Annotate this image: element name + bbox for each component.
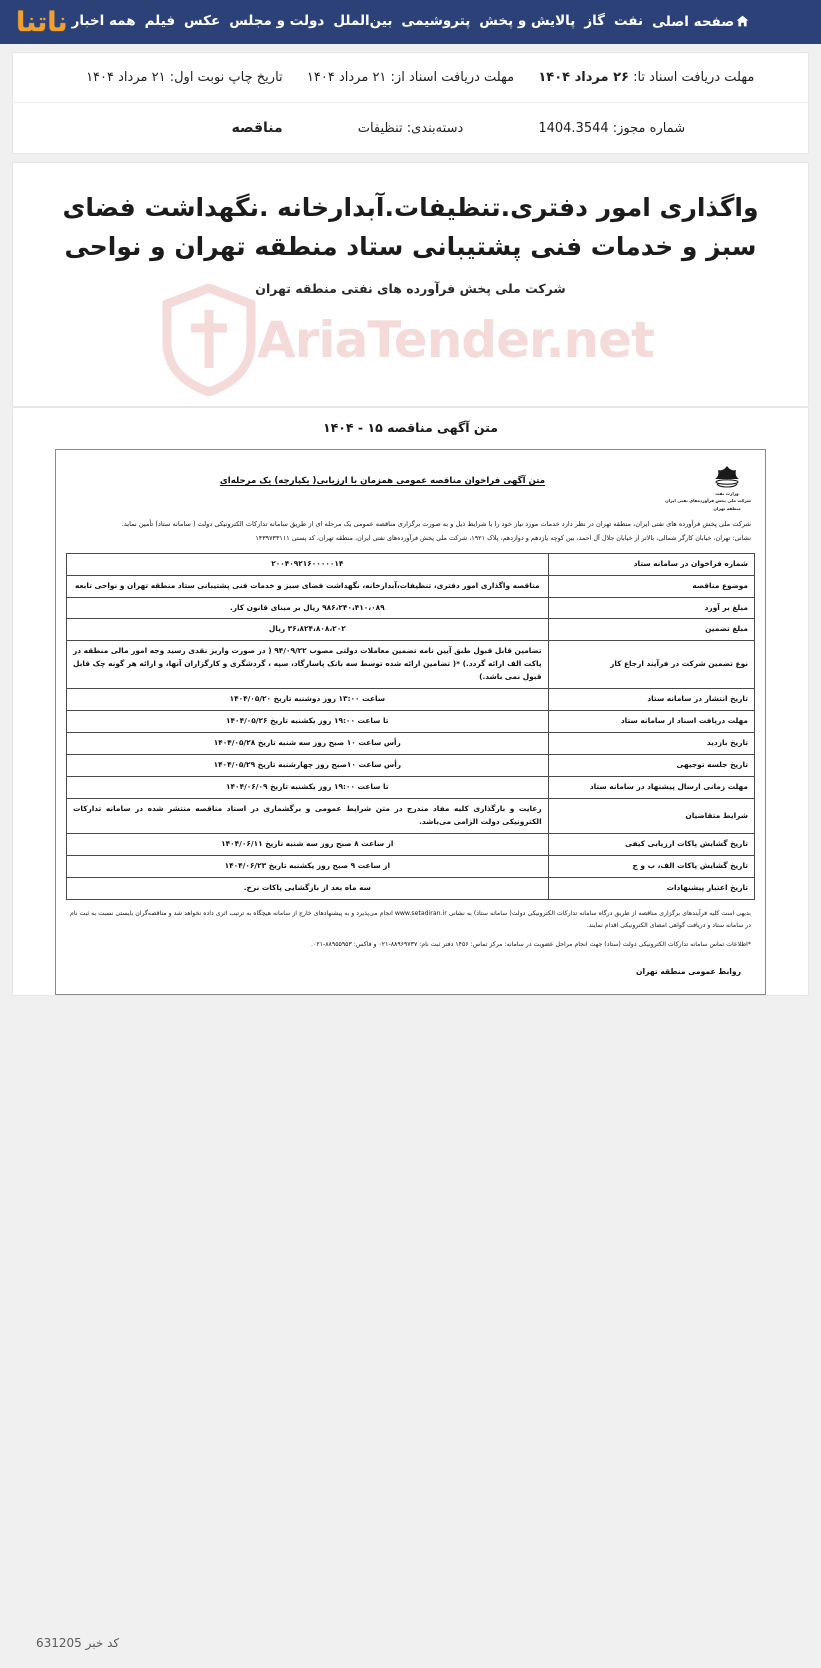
meta-category: دسته‌بندی: تنظیفات [357, 120, 464, 136]
table-cell-label: تاریخ اعتبار پیشنهادات [548, 877, 754, 899]
tender-document-section [12, 407, 809, 996]
table-row [67, 799, 755, 834]
meta-dates-row [13, 53, 808, 103]
nav-menu [72, 15, 750, 30]
table-cell-label: مبلغ بر آورد [548, 597, 754, 619]
nav-item-government[interactable]: دولت و مجلس [229, 13, 325, 30]
table-cell-value: مناقصه واگذاری امور دفتری، تنظیفات،آبدارخانه، نگهداشت فضای سبز و خدمات فنی پشتیبانی ستاد منطقه تهران و نواحی تابعه [67, 575, 549, 597]
nav-item-international[interactable]: بین‌الملل [333, 13, 393, 30]
table-cell-value: ۲۰۰۴۰۹۲۱۶۰۰۰۰۰۱۴ [67, 553, 549, 575]
table-cell-value: ساعت ۱۳:۰۰ روز دوشنبه تاریخ ۱۴۰۴/۰۵/۲۰ [67, 689, 549, 711]
table-cell-label: تاریخ انتشار در سامانه ستاد [548, 689, 754, 711]
table-row [67, 619, 755, 641]
nav-item-petrochem[interactable]: پتروشیمی [401, 13, 471, 30]
nav-item-oil[interactable]: نفت [614, 13, 644, 30]
nav-item-all-news[interactable]: همه اخبار [71, 13, 136, 30]
meta-docs-from: مهلت دریافت اسناد از: ۲۱ مرداد ۱۴۰۴ [306, 70, 515, 85]
table-row [67, 777, 755, 799]
table-cell-value: رعایت و بارگذاری کلیه مفاد مندرج در متن شرایط عمومی و برگشماری در اسناد مناقصه منتشر شده در سامانه تدارکات الکترونیکی دولت الزامی می‌باشد. [67, 799, 549, 834]
nav-item-gas[interactable]: گاز [584, 13, 606, 30]
table-cell-label: نوع تضمین شرکت در فرآیند ارجاع کار [548, 641, 754, 689]
table-cell-value: تا ساعت ۱۹:۰۰ روز یکشنبه تاریخ ۱۴۰۴/۰۶/۰۹ [67, 777, 549, 799]
page-title: واگذاری امور دفتری.تنظیفات.آبدارخانه .نگهداشت فضای سبز و خدمات فنی پشتیبانی ستاد منطقه تهران و نواحی [62, 193, 759, 261]
table-cell-value: از ساعت ۸ صبح روز سه شنبه تاریخ ۱۴۰۴/۰۶/۱۱ [67, 833, 549, 855]
site-logo[interactable]: ناتنا [16, 6, 68, 38]
emblem-icon [710, 464, 744, 490]
table-cell-value: رأس ساعت ۱۰ صبح روز سه شنبه تاریخ ۱۴۰۴/۰۵/۲۸ [67, 733, 549, 755]
watermark-text: AriaTender.net [257, 311, 654, 369]
meta-docs-deadline-label: مهلت دریافت اسناد تا: [633, 70, 755, 85]
news-code-footer: کد خبر 631205 [36, 1636, 120, 1650]
tender-organization: شرکت ملی پخش فرآورده های نفتی منطقه تهران [255, 280, 566, 296]
nav-item-home-label: صفحه اصلی [652, 13, 735, 30]
scan-intro-paragraph: شرکت ملی پخش فرآورده های نفتی ایران، منطقه تهران در نظر دارد خدمات مورد نیاز خود را با شرایط ذیل و به صورت برگزاری مناقصه عمومی یک مرحله ای از طریق سامانه تدارکات الکترونیکی دولت ( سامانه ستاد) تأمین نماید. [121, 519, 751, 528]
top-navigation-bar [0, 0, 821, 44]
table-row [67, 855, 755, 877]
table-row [67, 833, 755, 855]
scan-address-line: نشانی: تهران، خیابان کارگر شمالی، بالاتر از خیابان جلال آل احمد، بین کوچه یازدهم و دوازدهم، پلاک ۱۹۲۱، شرکت ملی پخش فرآورده‌های نفتی ایران، منطقه تهران، کد پستی ۱۴۳۹۷۳۳۱۱۱ [255, 534, 751, 543]
table-cell-value: از ساعت ۹ صبح روز یکشنبه تاریخ ۱۴۰۴/۰۶/۲۳ [67, 855, 549, 877]
table-cell-value: ۳۶،۸۲۴،۸۰۸،۲۰۲ ریال [67, 619, 549, 641]
meta-print-date: تاریخ چاپ نوبت اول: ۲۱ مرداد ۱۴۰۴ [86, 70, 283, 85]
table-cell-label: تاریخ گشایش پاکات الف، ب و ج [548, 855, 754, 877]
emblem-caption-1: وزارت نفت [715, 491, 739, 496]
nav-item-refining[interactable]: پالایش و پخش [479, 13, 576, 30]
table-row [67, 733, 755, 755]
emblem-caption-3: منطقه تهران [713, 505, 741, 511]
nav-item-photo[interactable]: عکس [184, 13, 221, 30]
nav-item-video[interactable]: فیلم [144, 13, 176, 30]
meta-docs-deadline [538, 70, 794, 85]
table-cell-label: مبلغ تضمین [548, 619, 754, 641]
table-cell-value: رأس ساعت ۱۰صبح روز چهارشنبه تاریخ ۱۴۰۴/۰۵/۲۹ [67, 755, 549, 777]
table-row [67, 641, 755, 689]
tender-details-table [66, 553, 755, 900]
nav-item-home[interactable] [652, 15, 749, 30]
tender-title-card [12, 162, 809, 407]
meta-docs-deadline-value: ۲۶ مرداد ۱۴۰۴ [538, 70, 629, 85]
shield-icon [161, 284, 257, 396]
table-row [67, 755, 755, 777]
table-cell-value: ۹۸۶،۲۴۰،۴۱۰،۰۸۹ ریال بر مبنای قانون کار. [67, 597, 549, 619]
emblem-caption-2: شرکت ملی پخش فرآورده‌های نفتی ایران [665, 498, 751, 504]
meta-category-row [13, 103, 808, 153]
table-row [67, 711, 755, 733]
table-cell-label: مهلت زمانی ارسال پیشنهاد در سامانه ستاد [548, 777, 754, 799]
scan-title: متن آگهی فراخوان مناقصه عمومی همزمان با ارزیابی( یکپارچه) یک مرحله‌ای [219, 476, 546, 486]
table-row [67, 877, 755, 899]
table-row [67, 575, 755, 597]
meta-tender-type: مناقصه [231, 120, 283, 136]
table-cell-label: تاریخ گشایش پاکات ارزیابی کیفی [548, 833, 754, 855]
home-icon [736, 15, 749, 27]
scan-signature: روابط عمومی منطقه تهران [636, 967, 741, 977]
table-cell-label: شماره فراخوان در سامانه ستاد [548, 553, 754, 575]
table-row [67, 689, 755, 711]
table-cell-label: تاریخ جلسه توجیهی [548, 755, 754, 777]
table-cell-value: سه ماه بعد از بازگشایی پاکات نرخ. [67, 877, 549, 899]
document-section-heading: متن آگهی مناقصه ۱۵ - ۱۴۰۴ [323, 420, 498, 435]
scanned-announcement [55, 449, 766, 995]
organization-emblem [665, 462, 751, 512]
table-cell-value: تا ساعت ۱۹:۰۰ روز یکشنبه تاریخ ۱۴۰۴/۰۵/۲۶ [67, 711, 549, 733]
scan-title-wrap [70, 462, 695, 487]
table-row [67, 553, 755, 575]
table-cell-label: مهلت دریافت اسناد از سامانه ستاد [548, 711, 754, 733]
table-row [67, 597, 755, 619]
table-cell-label: شرایط متقاضیان [548, 799, 754, 834]
table-cell-label: موضوع مناقصه [548, 575, 754, 597]
table-cell-value: تضامین قابل قبول طبق آیین نامه تضمین معاملات دولتی مصوب ۹۴/۰۹/۲۲ ( در صورت واریز نقدی رسید وجه امور مالی منطقه در پاکت الف ارائه گردد.) *( تضامین ارائه شده توسط سه بانک پاسارگاد، سپه ، گردشگری و کارگزاران آنها، و ارائه هر گونه چک قابل قبول نمی باشد.) [67, 641, 549, 689]
scan-footnote-2: *اطلاعات تماس سامانه تدارکات الکترونیکی دولت (ستاد) جهت انجام مراحل عضویت در سامانه: مرکز تماس: ۱۴۵۶ دفتر ثبت نام: ۸۸۹۶۹۷۳۷-۰۲۱ و فاکس: ۸۸۹۵۵۹۵۳-۰۲۱. [311, 941, 751, 949]
scan-footnote-1: بدیهی است کلیه فرآیندهای برگزاری مناقصه از طریق درگاه سامانه تدارکات الکترونیکی دولت( سامانه ستاد) به نشانی www.setadiran.ir انجام می‌پذیرد و به پیشنهادهای خارج از سامانه هیچگاه به ترتیب اثری داده نخواهد شد و مناقصه‌گران بایستی نسبت به ثبت نام در سامانه ستاد و دریافت گواهی امضای الکترونیکی اقدام نمایند. [70, 909, 751, 929]
tender-meta-bar [12, 52, 809, 154]
meta-permit-number: شماره مجوز: 1404.3544 [538, 120, 686, 136]
table-cell-label: تاریخ بازدید [548, 733, 754, 755]
scan-header [66, 460, 755, 512]
